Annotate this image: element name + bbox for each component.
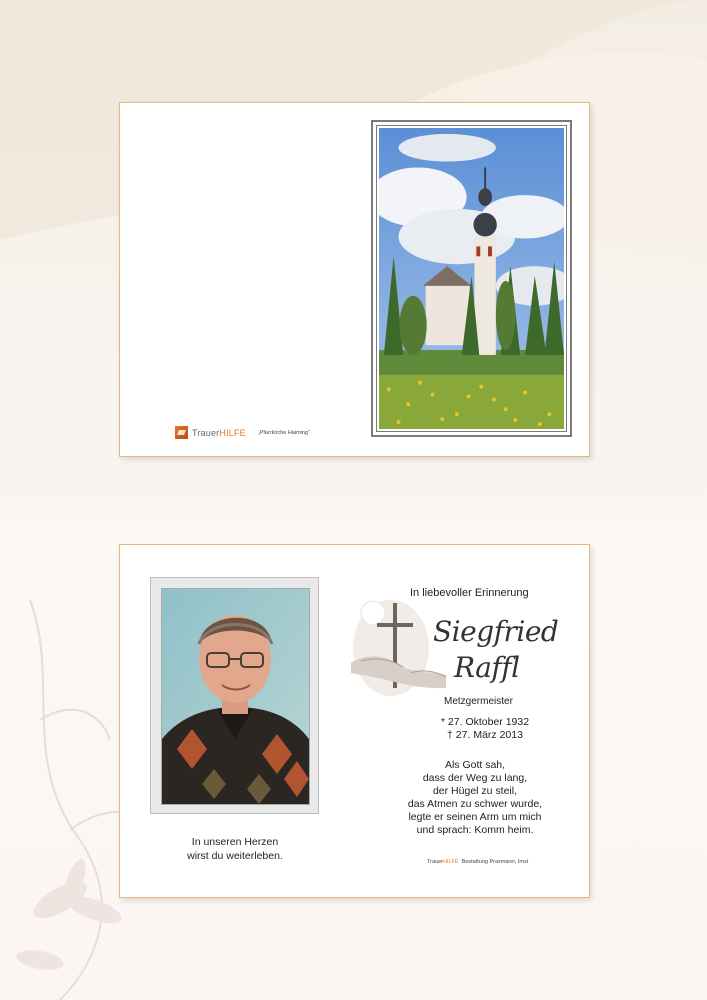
trauerhilfe-logo-icon (175, 426, 188, 439)
front-card (119, 102, 590, 457)
photo-caption: „Pfarrkirche Haiming“ (257, 429, 310, 436)
life-dates (405, 716, 565, 742)
brand-name: TrauerHILFE (192, 427, 246, 438)
memorial-quote: In unseren Herzen wirst du weiterleben. (187, 836, 283, 862)
deceased-first-name: Siegfried (433, 615, 559, 648)
inside-card (119, 544, 590, 898)
poem-line: Als Gott sah, (444, 759, 506, 771)
footer-credit: TrauerHILFE Bestattung Praxmarer, Imst (427, 859, 529, 865)
cross-hands-illustration (351, 593, 446, 698)
deceased-profession: Metzgermeister (444, 696, 513, 707)
poem-line: das Atmen zu schwer wurde, (407, 798, 543, 810)
poem-line: legte er seinen Arm um mich (408, 811, 542, 823)
birth-date: * 27. Oktober 1932 (440, 716, 530, 728)
poem (365, 759, 585, 837)
portrait-frame (150, 577, 319, 814)
church-photo (379, 128, 564, 429)
poem-line: der Hügel zu steil, (432, 785, 518, 797)
portrait-photo (162, 589, 309, 804)
brand-logo-block (175, 426, 310, 439)
poem-line: dass der Weg zu lang, (422, 772, 528, 784)
memorial-header: In liebevoller Erinnerung (410, 587, 529, 599)
poem-line: und sprach: Komm heim. (416, 824, 534, 836)
death-date: † 27. März 2013 (447, 729, 523, 741)
deceased-last-name: Raffl (454, 651, 520, 684)
church-photo-frame (371, 120, 572, 437)
